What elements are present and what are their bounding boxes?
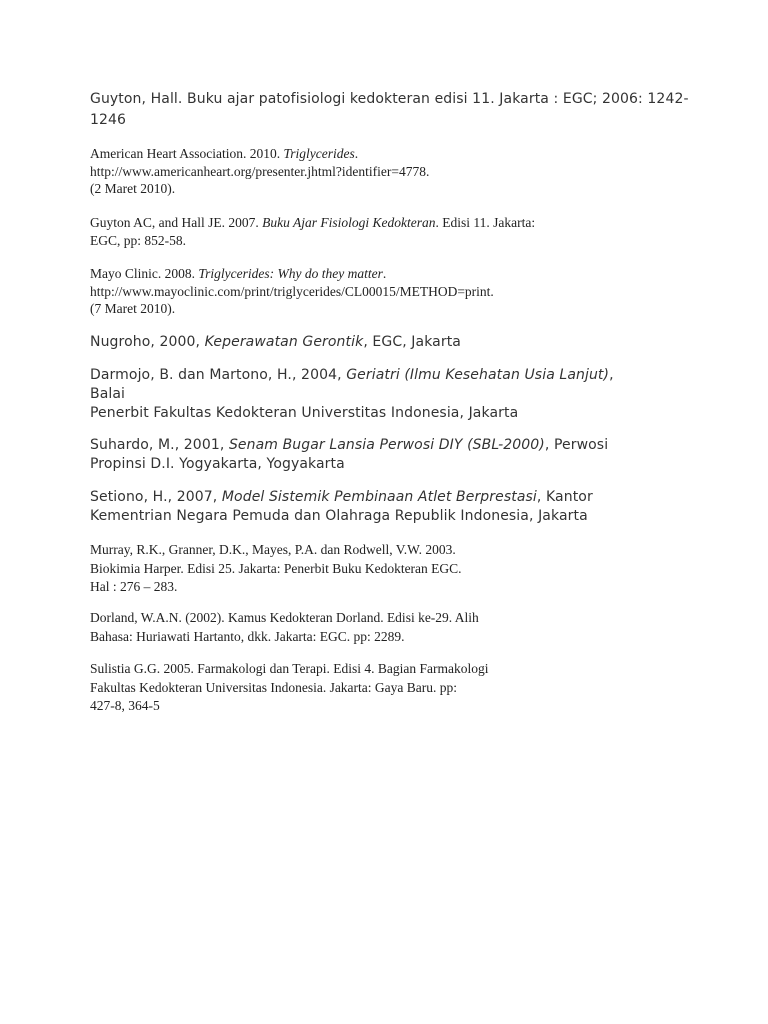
reference-punct: , xyxy=(609,367,614,383)
reference-author-year: Setiono, H., 2007, xyxy=(90,489,222,505)
reference-title: Triglycerides xyxy=(283,146,355,161)
reference-details-line: Penerbit Fakultas Kedokteran Universtitas Indonesia, Jakarta xyxy=(90,405,519,421)
reference-title: Geriatri (Ilmu Kesehatan Usia Lanjut) xyxy=(346,367,610,383)
reference-author-year: Suhardo, M., 2001, xyxy=(90,437,229,453)
reference-punct: . xyxy=(382,266,387,281)
reference-dorland-2002 xyxy=(90,609,690,646)
reference-title: Keperawatan Gerontik xyxy=(204,334,364,350)
reference-accessed: (2 Maret 2010). xyxy=(90,181,176,196)
reference-line: Guyton, Hall. Buku ajar patofisiologi kedokteran edisi 11. Jakarta : EGC; 2006: 1242- xyxy=(90,91,689,107)
reference-details-line: Balai xyxy=(90,386,126,402)
reference-line: Murray, R.K., Granner, D.K., Mayes, P.A. dan Rodwell, V.W. 2003. xyxy=(90,542,456,557)
reference-author-year: Nugroho, 2000, xyxy=(90,334,205,350)
reference-suhardo-2001 xyxy=(90,436,690,474)
reference-url: http://www.americanheart.org/presenter.jhtml?identifier=4778. xyxy=(90,163,430,179)
reference-details-line: Kementrian Negara Pemuda dan Olahraga Republik Indonesia, Jakarta xyxy=(90,508,588,524)
reference-guyton-hall-2007 xyxy=(90,214,690,249)
reference-details: , Perwosi xyxy=(544,437,609,453)
reference-line: 1246 xyxy=(90,112,127,128)
reference-details: , Kantor xyxy=(536,489,593,505)
reference-murray-2003 xyxy=(90,541,690,597)
reference-mayo-2008 xyxy=(90,265,690,318)
reference-nugroho-2000 xyxy=(90,333,690,352)
reference-author-year: Mayo Clinic. 2008. xyxy=(90,266,199,281)
reference-accessed: (7 Maret 2010). xyxy=(90,301,176,316)
reference-author-year: Darmojo, B. dan Martono, H., 2004, xyxy=(90,367,347,383)
reference-details-line: EGC, pp: 852-58. xyxy=(90,232,186,248)
reference-title: Senam Bugar Lansia Perwosi DIY (SBL-2000) xyxy=(228,437,545,453)
reference-details: , EGC, Jakarta xyxy=(363,334,461,350)
reference-line: Bahasa: Huriawati Hartanto, dkk. Jakarta: EGC. pp: 2289. xyxy=(90,628,405,644)
reference-author-year: Guyton AC, and Hall JE. 2007. xyxy=(90,215,263,230)
reference-line: 427-8, 364-5 xyxy=(90,698,160,713)
reference-line: Fakultas Kedokteran Universitas Indonesia. Jakarta: Gaya Baru. pp: xyxy=(90,679,458,695)
reference-line: Dorland, W.A.N. (2002). Kamus Kedokteran Dorland. Edisi ke-29. Alih xyxy=(90,610,479,625)
reference-title: Model Sistemik Pembinaan Atlet Berprestasi xyxy=(221,489,537,505)
reference-guyton-hall-2006 xyxy=(90,90,690,130)
reference-author-year: American Heart Association. 2010. xyxy=(90,146,284,161)
reference-details-line: Propinsi D.I. Yogyakarta, Yogyakarta xyxy=(90,456,345,472)
reference-sulistia-2005 xyxy=(90,660,690,716)
reference-title: Triglycerides: Why do they matter xyxy=(198,266,383,281)
reference-darmojo-2004 xyxy=(90,366,690,423)
reference-line: Hal : 276 – 283. xyxy=(90,579,178,594)
reference-setiono-2007 xyxy=(90,488,690,526)
reference-line: Sulistia G.G. 2005. Farmakologi dan Terapi. Edisi 4. Bagian Farmakologi xyxy=(90,661,489,676)
reference-title: Buku Ajar Fisiologi Kedokteran xyxy=(262,215,436,230)
reference-details: . Edisi 11. Jakarta: xyxy=(435,215,536,230)
reference-line: Biokimia Harper. Edisi 25. Jakarta: Penerbit Buku Kedokteran EGC. xyxy=(90,560,462,576)
reference-aha-2010 xyxy=(90,145,690,198)
reference-url: http://www.mayoclinic.com/print/triglycerides/CL00015/METHOD=print. xyxy=(90,283,494,299)
reference-punct: . xyxy=(354,146,359,161)
